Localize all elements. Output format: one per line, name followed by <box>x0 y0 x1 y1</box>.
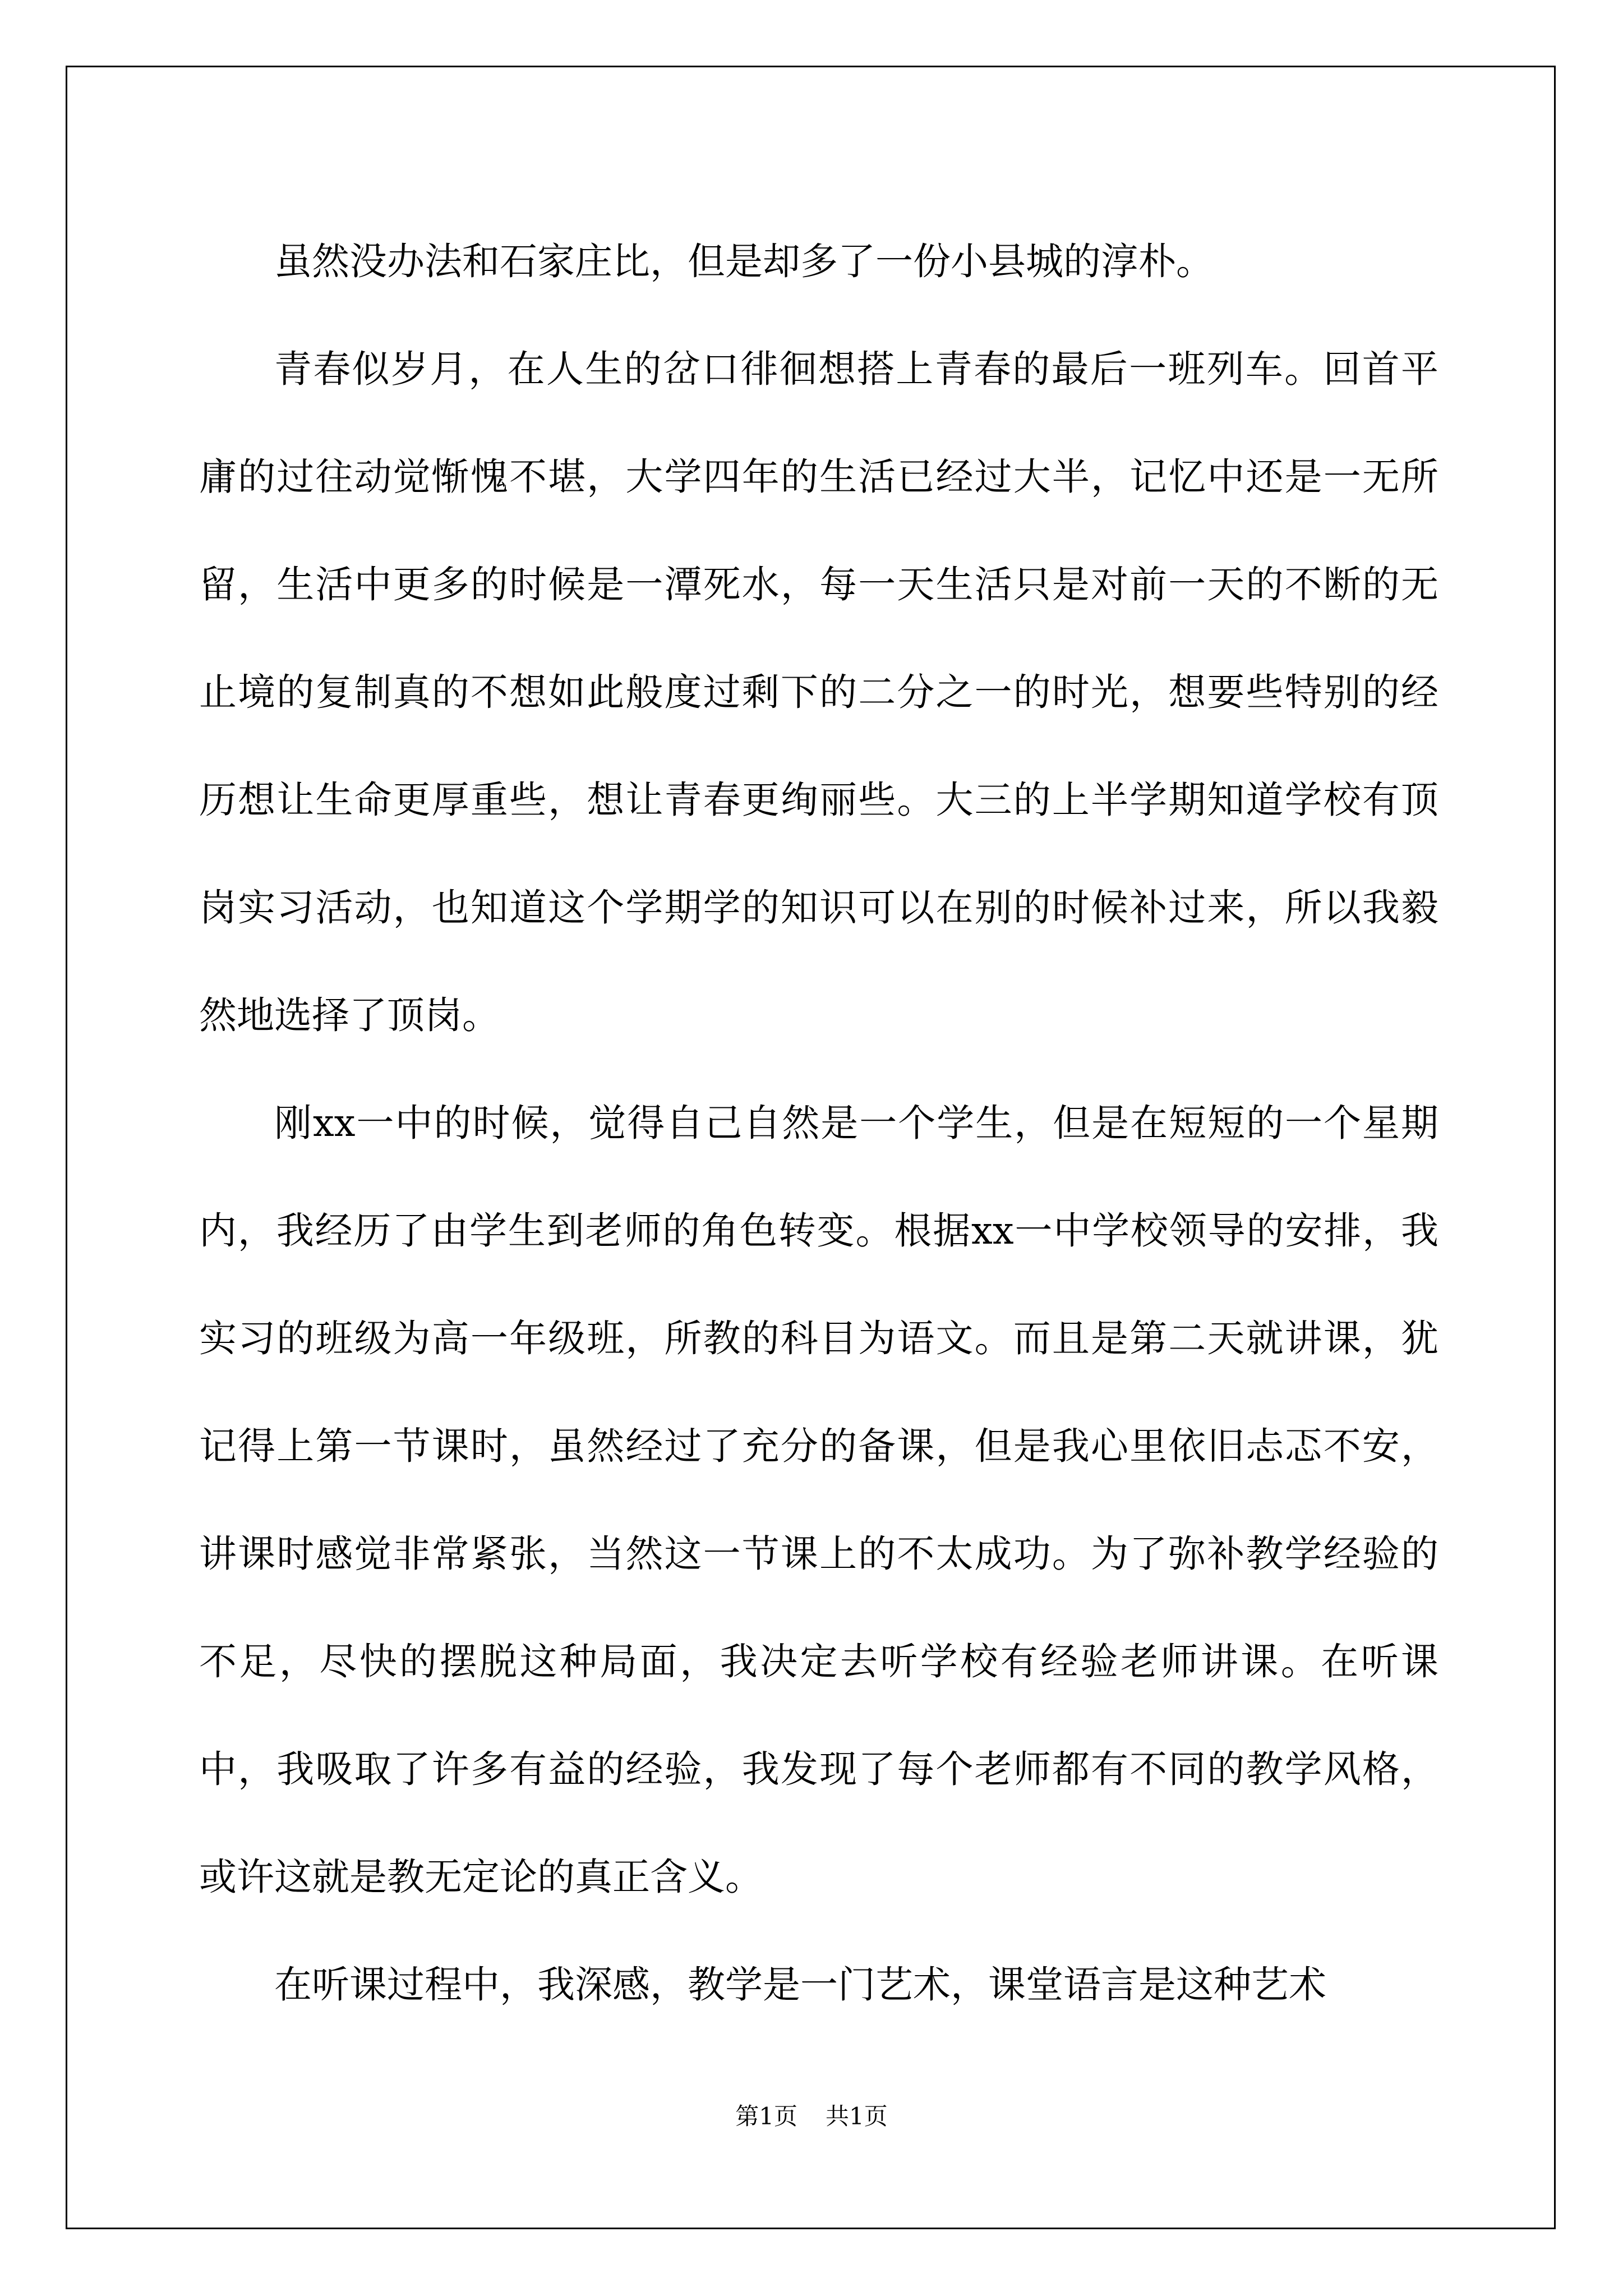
paragraph-1: 虽然没办法和石家庄比，但是却多了一份小县城的淳朴。 <box>274 240 1214 283</box>
document-body <box>199 208 1438 2039</box>
page-total: 共1页 <box>826 2102 888 2130</box>
page-number: 第1页 <box>735 2102 797 2130</box>
paragraph-4: 在听课过程中，我深感，教学是一门艺术，课堂语言是这种艺术 <box>274 1963 1326 2007</box>
paragraph-3: 刚xx一中的时候，觉得自己自然是一个学生，但是在短短的一个星期内，我经历了由学生到老师的角色转变。根据xx一中学校领导的安排，我实习的班级为高一年级班，所教的科目为语文。而且是第二天就讲课，犹记得上第一节课时，虽然经过了充分的备课，但是我心里依旧忐忑不安，讲课时感觉非常紧张，当然这一节课上的不太成功。为了弥补教学经验的不足，尽快的摆脱这种局面，我决定去听学校有经验老师讲课。在听课中，我吸取了许多有益的经验，我发现了每个老师都有不同的教学风格，或许这就是教无定论的真正含义。 <box>199 1101 1438 1899</box>
page-footer <box>0 2101 1623 2132</box>
paragraph-2: 青春似岁月，在人生的岔口徘徊想搭上青春的最后一班列车。回首平庸的过往动觉惭愧不堪，大学四年的生活已经过大半，记忆中还是一无所留，生活中更多的时候是一潭死水，每一天生活只是对前一天的不断的无止境的复制真的不想如此般度过剩下的二分之一的时光，想要些特别的经历想让生命更厚重些，想让青春更绚丽些。大三的上半学期知道学校有顶岗实习活动，也知道这个学期学的知识可以在别的时候补过来，所以我毅然地选择了顶岗。 <box>199 347 1438 1037</box>
